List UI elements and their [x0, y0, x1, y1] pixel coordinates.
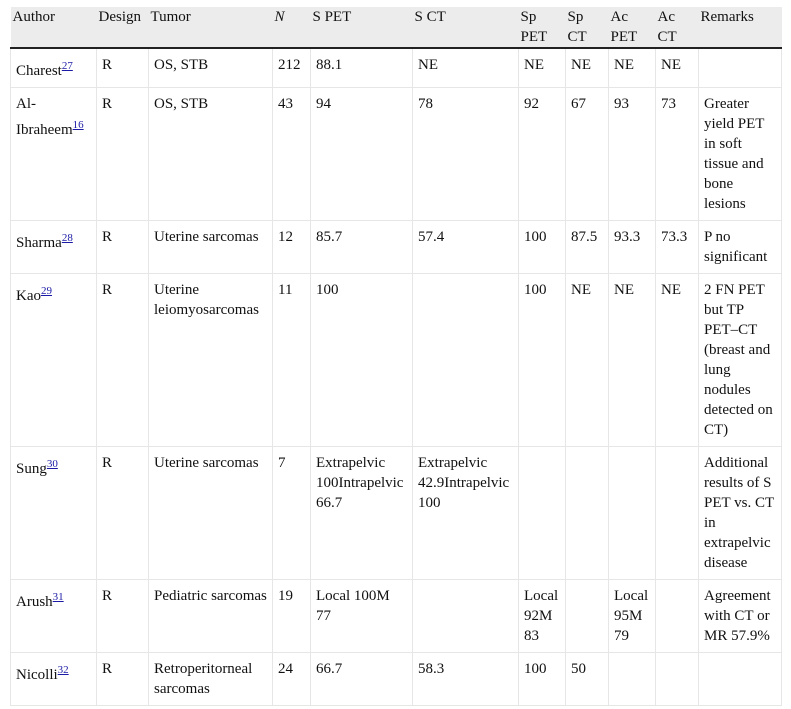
cell-sp-ct — [566, 580, 609, 653]
cell-ac-ct: NE — [656, 274, 699, 447]
cell-author — [11, 447, 97, 580]
author-name: Nicolli — [16, 667, 58, 683]
header-remarks: Remarks — [699, 7, 782, 48]
cell-sp-ct: NE — [566, 48, 609, 88]
table-row — [11, 274, 782, 447]
cell-sp-ct: NE — [566, 274, 609, 447]
cell-remarks — [699, 48, 782, 88]
header-tumor: Tumor — [149, 7, 273, 48]
cell-ac-pet: NE — [609, 48, 656, 88]
cell-ac-pet — [609, 653, 656, 706]
cell-design: R — [97, 274, 149, 447]
header-s-ct: S CT — [413, 7, 519, 48]
reference-link[interactable]: 32 — [57, 664, 69, 676]
header-row — [11, 7, 782, 48]
cell-ac-ct — [656, 447, 699, 580]
header-design: Design — [97, 7, 149, 48]
cell-author — [11, 88, 97, 221]
cell-s-pet: 66.7 — [311, 653, 413, 706]
cell-s-ct: 58.3 — [413, 653, 519, 706]
cell-sp-ct: 67 — [566, 88, 609, 221]
header-n: N — [273, 7, 311, 48]
table-header — [11, 7, 782, 48]
table-row — [11, 447, 782, 580]
cell-sp-pet: NE — [519, 48, 566, 88]
cell-sp-ct: 50 — [566, 653, 609, 706]
cell-author — [11, 48, 97, 88]
cell-n: 24 — [273, 653, 311, 706]
cell-tumor: Uterine sarcomas — [149, 447, 273, 580]
comparison-table — [10, 7, 782, 706]
cell-tumor: Pediatric sarcomas — [149, 580, 273, 653]
cell-tumor: Uterine sarcomas — [149, 221, 273, 274]
header-s-pet: S PET — [311, 7, 413, 48]
reference-link[interactable]: 29 — [41, 285, 52, 297]
header-sp-ct: Sp CT — [566, 7, 609, 48]
author-name: Kao — [16, 288, 41, 304]
cell-design: R — [97, 221, 149, 274]
author-name: Sung — [16, 461, 47, 477]
author-name: Arush — [16, 594, 53, 610]
table-row — [11, 580, 782, 653]
cell-tumor: OS, STB — [149, 48, 273, 88]
cell-remarks: Agreement with CT or MR 57.9% — [699, 580, 782, 653]
cell-author — [11, 653, 97, 706]
table-row — [11, 221, 782, 274]
cell-sp-pet — [519, 447, 566, 580]
cell-n: 212 — [273, 48, 311, 88]
author-name: Al-Ibraheem — [16, 96, 73, 138]
cell-sp-pet: 92 — [519, 88, 566, 221]
cell-ac-ct: 73.3 — [656, 221, 699, 274]
reference-link[interactable]: 27 — [61, 60, 73, 72]
cell-ac-ct — [656, 580, 699, 653]
header-sp-pet: Sp PET — [519, 7, 566, 48]
cell-s-pet: Local 100M 77 — [311, 580, 413, 653]
cell-sp-ct: 87.5 — [566, 221, 609, 274]
cell-design: R — [97, 653, 149, 706]
cell-remarks — [699, 653, 782, 706]
cell-ac-pet: Local 95M 79 — [609, 580, 656, 653]
table-wrapper — [10, 7, 782, 706]
cell-author — [11, 221, 97, 274]
cell-remarks: P no significant — [699, 221, 782, 274]
cell-ac-pet: 93.3 — [609, 221, 656, 274]
cell-s-pet: 100 — [311, 274, 413, 447]
cell-ac-pet: NE — [609, 274, 656, 447]
reference-link[interactable]: 30 — [46, 458, 58, 470]
cell-tumor: Retroperitorneal sarcomas — [149, 653, 273, 706]
cell-s-ct: 57.4 — [413, 221, 519, 274]
cell-ac-pet — [609, 447, 656, 580]
reference-link[interactable]: 16 — [72, 119, 84, 131]
cell-n: 7 — [273, 447, 311, 580]
cell-design: R — [97, 88, 149, 221]
cell-s-pet: 85.7 — [311, 221, 413, 274]
cell-tumor: OS, STB — [149, 88, 273, 221]
cell-design: R — [97, 447, 149, 580]
header-ac-pet: Ac PET — [609, 7, 656, 48]
cell-s-ct — [413, 580, 519, 653]
cell-sp-pet: Local 92M 83 — [519, 580, 566, 653]
table-row — [11, 48, 782, 88]
cell-n: 19 — [273, 580, 311, 653]
cell-sp-pet: 100 — [519, 274, 566, 447]
header-author: Author — [11, 7, 97, 48]
table-row — [11, 653, 782, 706]
cell-design: R — [97, 48, 149, 88]
reference-link[interactable]: 31 — [52, 591, 64, 603]
author-name: Charest — [16, 63, 62, 79]
cell-s-ct — [413, 274, 519, 447]
cell-design: R — [97, 580, 149, 653]
cell-author — [11, 580, 97, 653]
header-ac-ct: Ac CT — [656, 7, 699, 48]
cell-sp-ct — [566, 447, 609, 580]
cell-sp-pet: 100 — [519, 653, 566, 706]
cell-ac-ct: 73 — [656, 88, 699, 221]
cell-s-ct: 78 — [413, 88, 519, 221]
cell-s-ct: NE — [413, 48, 519, 88]
cell-s-ct: Extrapelvic 42.9Intrapelvic 100 — [413, 447, 519, 580]
reference-link[interactable]: 28 — [61, 232, 73, 244]
cell-n: 11 — [273, 274, 311, 447]
cell-n: 43 — [273, 88, 311, 221]
cell-ac-ct — [656, 653, 699, 706]
cell-ac-ct: NE — [656, 48, 699, 88]
cell-tumor: Uterine leiomyosarcomas — [149, 274, 273, 447]
cell-s-pet: 94 — [311, 88, 413, 221]
cell-s-pet: 88.1 — [311, 48, 413, 88]
cell-author — [11, 274, 97, 447]
cell-remarks: 2 FN PET but TP PET–CT (breast and lung nodules detected on CT) — [699, 274, 782, 447]
cell-s-pet: Extrapelvic 100Intrapelvic 66.7 — [311, 447, 413, 580]
table-body — [11, 48, 782, 706]
cell-remarks: Additional results of S PET vs. CT in extrapelvic disease — [699, 447, 782, 580]
cell-n: 12 — [273, 221, 311, 274]
cell-remarks: Greater yield PET in soft tissue and bone lesions — [699, 88, 782, 221]
cell-ac-pet: 93 — [609, 88, 656, 221]
cell-sp-pet: 100 — [519, 221, 566, 274]
author-name: Sharma — [16, 235, 62, 251]
table-row — [11, 88, 782, 221]
